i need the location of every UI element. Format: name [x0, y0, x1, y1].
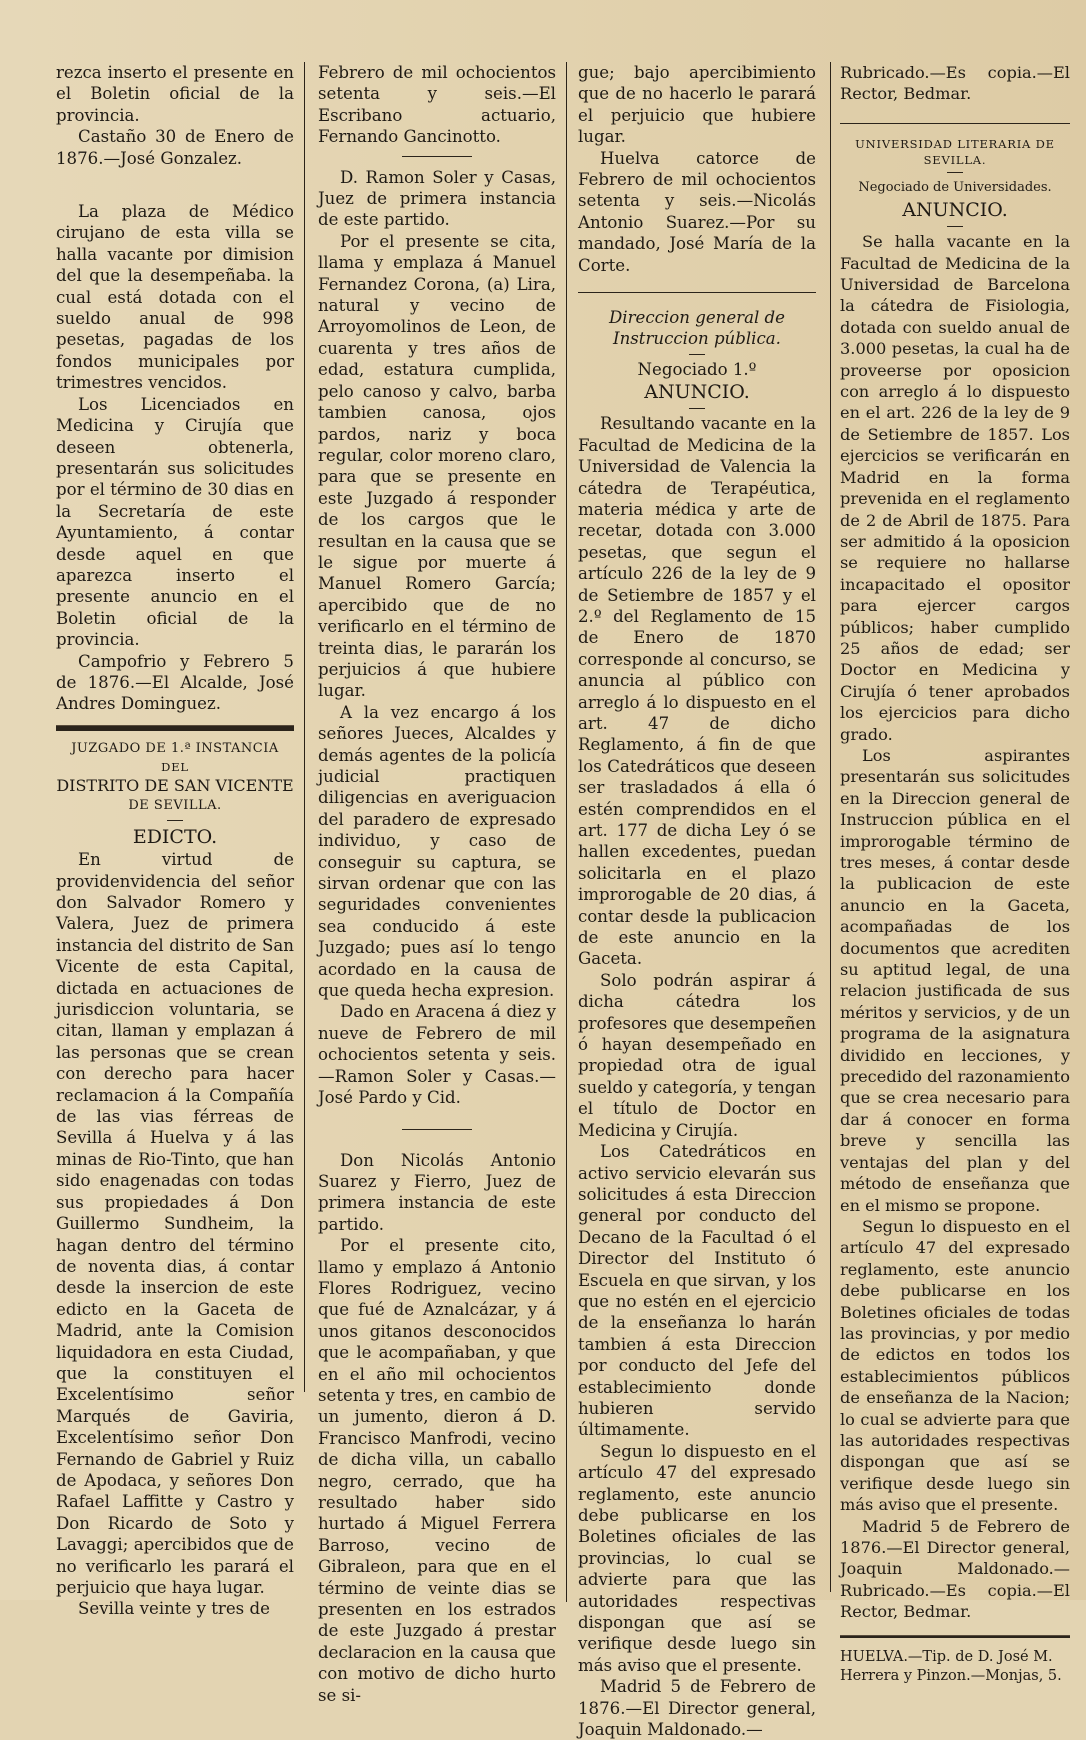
section-heading: SEVILLA. — [923, 152, 987, 167]
separator — [402, 156, 472, 157]
signature: Madrid 5 de Febrero de 1876.—El Director general, Joaquin Maldonado.—Rubricado.—Es copia.—El Rector, Bedmar. — [840, 1516, 1070, 1622]
section-subheading: Negociado 1.º — [637, 359, 757, 379]
signature: Campofrio y Febrero 5 de 1876.—El Alcalde, José Andres Dominguez. — [56, 651, 294, 714]
paragraph: Los Catedráticos en activo servicio elevarán sus solicitudes á esta Direccion general por conducto del Decano de la Facultad ó el Director del Instituto ó Escuela en que sirvan, y los que no estén en el ejercicio de la enseñanza lo harán tambien á esta Direccion por conducto del Jefe del establecimiento donde hubieren servido últimamente. — [578, 1142, 816, 1440]
paragraph: rezca inserto el presente en el Boletin oficial de la provincia. — [56, 63, 294, 125]
separator — [947, 226, 963, 227]
announcement-title: ANUNCIO. — [902, 199, 1008, 222]
section-heading: UNIVERSIDAD LITERARIA DE — [855, 136, 1055, 151]
column-2 — [318, 62, 556, 1706]
signature: Huelva catorce de Febrero de mil ochocientos setenta y seis.—Nicolás Antonio Suarez.—Por su mandado, José María de la Corte. — [578, 148, 816, 275]
section-subheading: Negociado de Universidades. — [858, 179, 1052, 195]
column-3 — [578, 62, 816, 1740]
separator — [689, 408, 705, 409]
section-rule — [578, 292, 816, 293]
paragraph: Por el presente cito, llamo y emplazo á Antonio Flores Rodriguez, vecino que fué de Aznalcázar, y á unos gitanos desconocidos que le acompañaban, y que en el año mil ochocientos setenta y tres, en cambio de un jumento, dieron á D. Francisco Manfrodi, vecino de dicha villa, un caballo negro, cerrado, que ha resultado haber sido hurtado á Miguel Ferrera Barroso, vecino de Gibraleon, para que en el término de veinte dias se presenten en los estrados de este Juzgado á prestar declaracion en la causa que con motivo de dicho hurto se si- — [318, 1236, 556, 1705]
paragraph: Se halla vacante en la Facultad de Medicina de la Universidad de Barcelona la cátedra de Fisiologia, dotada con sueldo anual de 3.000 pesetas, la cual ha de proveerse por oposicion con arreglo á lo dispuesto en el art. 226 de la ley de 9 de Setiembre de 1857. Los ejercicios se verificarán en Madrid en la forma prevenida en el reglamento de 2 de Abril de 1875. Para ser admitido á la oposicion se requiere no hallarse incapacitado el opositor para ejercer cargos públicos; haber cumplido 25 años de edad; ser Doctor en Medicina y Cirujía ó tener aprobados los ejercicios para dicho grado. — [840, 232, 1070, 744]
section-rule — [56, 725, 294, 731]
paragraph: Los aspirantes presentarán sus solicitudes en la Direccion general de Instruccion pública en el improrogable término de tres meses, á contar desde la publicacion de este anuncio en la Gaceta, acompañadas de los documentos que acrediten su aptitud legal, de una relacion justificada de sus méritos y servicios, y de un programa de la asignatura dividido en lecciones, y precedido del razonamiento que se crea necesario para dar á conocer en forma breve y sencilla las ventajas del plan y del método de enseñanza que en el mismo se propone. — [840, 745, 1070, 1215]
column-divider — [304, 62, 305, 1392]
separator — [947, 172, 963, 173]
paragraph: Segun lo dispuesto en el artículo 47 del expresado reglamento, este anuncio debe publicarse en los Boletines oficiales de todas las provincias, y por medio de edictos en todos los establecimientos públicos de enseñanza de la Nacion; lo cual se advierte para que las autoridades respectivas dispongan que así se verifique desde luego sin más aviso que el presente. — [840, 1216, 1070, 1515]
paragraph: Resultando vacante en la Facultad de Medicina de la Universidad de Valencia la cátedra de Terapéutica, materia médica y arte de recetar, dotada con 3.000 pesetas, que segun el artículo 226 de la ley de 9 de Setiembre de 1857 y el 2.º del Reglamento de 15 de Enero de 1870 corresponde al concurso, se anuncia al público con arreglo á lo dispuesto en el art. 47 de dicho Reglamento, á fin de que los Catedráticos que deseen ser trasladados á ella ó estén comprendidos en el art. 177 de dicha Ley ó se hallen excedentes, puedan solicitarla en el plazo improrogable de 20 dias, á contar desde la publicacion de este anuncio en la Gaceta. — [578, 414, 816, 969]
paragraph: Solo podrán aspirar á dicha cátedra los profesores que desempeñen ó hayan desempeñado en propiedad otra de igual sueldo y categoría, y tengan el título de Doctor en Medicina y Cirujía. — [578, 970, 816, 1140]
column-divider — [830, 62, 831, 1592]
edict-title: EDICTO. — [132, 826, 218, 849]
section-rule — [840, 123, 1070, 124]
paragraph: Segun lo dispuesto en el artículo 47 del expresado reglamento, este anuncio debe publicarse en los Boletines oficiales de las provincias, lo cual se advierte para que las autoridades respectivas dispongan que así se verifique desde luego sin más aviso que el presente. — [578, 1441, 816, 1675]
section-heading: DISTRITO DE SAN VICENTE — [56, 775, 294, 795]
section-rule — [840, 1635, 1070, 1638]
section-heading: JUZGADO DE 1.ª INSTANCIA — [71, 740, 279, 756]
separator — [402, 1129, 472, 1130]
paragraph: Sevilla veinte y tres de — [78, 1599, 270, 1619]
signature: Madrid 5 de Febrero de 1876.—El Director general, Joaquin Maldonado.— — [578, 1677, 816, 1740]
paragraph: La plaza de Médico cirujano de esta villa se halla vacante por dimision del que la desempeñaba. la cual está dotada con el sueldo anual de 998 pesetas, pagadas de los fondos municipales por trimestres vencidos. — [56, 202, 294, 393]
paragraph: D. Ramon Soler y Casas, Juez de primera instancia de este partido. — [318, 167, 556, 230]
printer-imprint: HUELVA.—Tip. de D. José M. Herrera y Pinzon.—Monjas, 5. — [840, 1648, 1062, 1684]
separator — [167, 820, 183, 821]
column-1 — [56, 62, 294, 1620]
section-heading: DE SEVILLA. — [128, 798, 222, 814]
announcement-title: ANUNCIO. — [644, 381, 750, 404]
paragraph: En virtud de providenvidencia del señor don Salvador Romero y Valera, Juez de primera instancia del distrito de San Vicente de esta Capital, dictada en actuaciones de jurisdiccion voluntaria, se citan, llaman y emplazan á las personas que se crean con derecho para hacer reclamacion á la Compañía de las vias férreas de Sevilla á Huelva y á las minas de Rio-Tinto, que han sido enagenadas con todas sus propiedades á Don Guillermo Sundheim, la hagan dentro del término de noventa dias, á contar desde la insercion de este edicto en la Gaceta de Madrid, ante la Comision liquidadora en esta Ciudad, que la constituyen el Excelentísimo señor Marqués de Gaviria, Excelentísimo señor Don Fernando de Gabriel y Ruiz de Apodaca, y señores Don Rafael Laffitte y Castro y Don Ricardo de Soto y Lavaggi; apercibidos que de no verificarlo les parará el perjuicio que haya lugar. — [56, 850, 294, 1597]
paragraph: A la vez encargo á los señores Jueces, Alcaldes y demás agentes de la policía judicial practiquen diligencias en averiguacion del paradero de expresado individuo, y caso de conseguir su captura, se sirvan ordenar que con las seguridades convenientes sea conducido á este Juzgado; pues así lo tengo acordado en la causa de que queda hecha expresion. — [318, 702, 556, 1001]
section-heading: Direccion general de Instruccion pública. — [608, 308, 785, 349]
paragraph: Febrero de mil ochocientos setenta y seis.—El Escribano actuario, Fernando Gancinotto. — [318, 63, 556, 147]
paragraph: Rubricado.—Es copia.—El Rector, Bedmar. — [840, 63, 1070, 104]
column-4 — [840, 62, 1070, 1686]
paragraph: gue; bajo apercibimiento que de no hacerlo le parará el perjuicio que hubiere lugar. — [578, 63, 816, 147]
column-divider — [566, 62, 567, 1602]
paragraph: Los Licenciados en Medicina y Cirujía que deseen obtenerla, presentarán sus solicitudes por el término de 30 dias en la Secretaría de este Ayuntamiento, á contar desde aquel en que aparezca inserto el presente anuncio en el Boletin oficial de la provincia. — [56, 394, 294, 650]
separator — [689, 354, 705, 355]
paragraph: Don Nicolás Antonio Suarez y Fierro, Juez de primera instancia de este partido. — [318, 1150, 556, 1234]
signature: Castaño 30 de Enero de 1876.—José Gonzalez. — [56, 127, 294, 168]
paragraph: Por el presente se cita, llama y emplaza á Manuel Fernandez Corona, (a) Lira, natural y vecino de Arroyomolinos de Leon, de cuarenta y tres años de edad, estatura cumplida, pelo canoso y calvo, barba tambien canosa, ojos pardos, nariz y boca regular, color moreno claro, para que se presente en este Juzgado á responder de los cargos que le resultan en la causa que se le sigue por muerte á Manuel Romero García; apercibido que de no verificarlo en el término de treinta dias, le pararán los perjuicios á que hubiere lugar. — [318, 231, 556, 701]
section-heading: DEL — [161, 759, 189, 774]
signature: Dado en Aracena á diez y nueve de Febrero de mil ochocientos setenta y seis.—Ramon Soler y Casas.—José Pardo y Cid. — [318, 1002, 556, 1108]
